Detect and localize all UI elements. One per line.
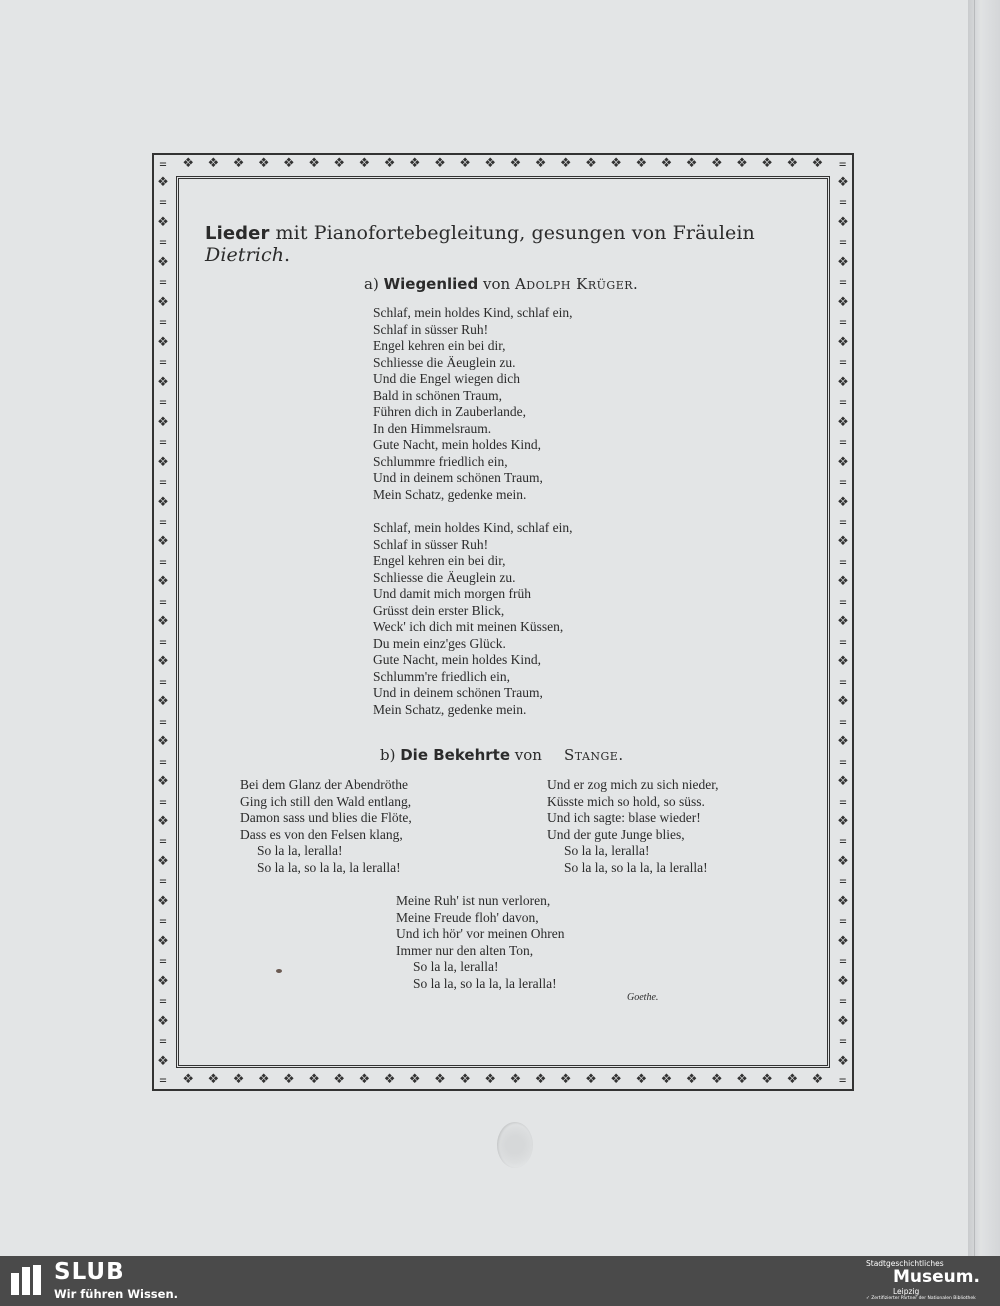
song-a-stanza-1 [373, 305, 572, 503]
museum-certification: ✓ Zertifizierter Partner der Nationalen Bibliothek [866, 1296, 976, 1301]
frame-top-ornaments: = ❖ ❖ ❖ ❖ ❖ ❖ ❖ ❖ ❖ ❖ ❖ ❖ ❖ ❖ ❖ ❖ ❖ ❖ ❖ ❖ ❖ ❖ ❖ ❖ ❖ ❖ = [159, 156, 847, 171]
verse-line: Schliesse die Äeuglein zu. [373, 569, 516, 585]
verse-line: Schliesse die Äeuglein zu. [373, 354, 516, 370]
verse-line: Grüsst dein erster Blick, [373, 602, 505, 618]
song-b-by: von [510, 746, 542, 764]
verse-line: Küsste mich so hold, so süss. [547, 793, 705, 809]
song-a-by: von [478, 275, 515, 293]
verse-line: Schlaf in süsser Ruh! [373, 536, 489, 552]
song-a-marker: a) [364, 275, 384, 293]
verse-line: Immer nur den alten Ton, [396, 942, 534, 958]
verse-line: Bald in schönen Traum, [373, 387, 503, 403]
verse-line: Und ich sagte: blase wieder! [547, 810, 701, 825]
slub-logo-icon[interactable] [8, 1262, 44, 1298]
verse-line: Engel kehren ein bei dir, [373, 553, 506, 568]
museum-subtitle: Stadtgeschichtliches [866, 1259, 944, 1268]
song-a-end: . [633, 275, 638, 293]
heading-text: mit Pianofortebegleitung, gesungen von Fräulein [269, 222, 755, 244]
verse-line: So la la, so la la, la leralla! [564, 859, 708, 875]
song-a-title [364, 275, 638, 293]
verse-line: Und in deinem schönen Traum, [373, 685, 543, 700]
verse-line: Meine Ruh' ist nun verloren, [396, 893, 551, 908]
verse-line: So la la, leralla! [564, 843, 650, 858]
verse-line: Führen dich in Zauberlande, [373, 404, 526, 419]
verse-line: Weck' ich dich mit meinen Küssen, [373, 619, 564, 634]
verse-line: Schlumm're friedlich ein, [373, 668, 511, 684]
slub-tagline: Wir führen Wissen. [54, 1287, 179, 1301]
song-a-name: Wiegenlied [383, 275, 479, 293]
verse-line: So la la, so la la, la leralla! [257, 859, 401, 875]
song-b-composer: Stange [563, 746, 619, 764]
verse-line: Schlaf in süsser Ruh! [373, 321, 489, 337]
verse-line: Engel kehren ein bei dir, [373, 338, 506, 353]
frame-left-ornaments: ❖ = ❖ = ❖ = ❖ = ❖ = ❖ = ❖ = ❖ = ❖ = ❖ = ❖ = ❖ = ❖ = ❖ = ❖ = ❖ = ❖ = ❖ = ❖ = ❖ = ❖ = ❖ = ❖ [157, 175, 169, 1069]
song-b-name: Die Bekehrte [400, 746, 510, 764]
frame-bottom-ornaments: = ❖ ❖ ❖ ❖ ❖ ❖ ❖ ❖ ❖ ❖ ❖ ❖ ❖ ❖ ❖ ❖ ❖ ❖ ❖ ❖ ❖ ❖ ❖ ❖ ❖ ❖ = [159, 1072, 847, 1087]
song-a-composer: Adolph Krüger [514, 275, 634, 293]
page-heading [205, 222, 805, 266]
verse-line: Schlaf, mein holdes Kind, schlaf ein, [373, 520, 573, 535]
verse-line: Gute Nacht, mein holdes Kind, [373, 437, 541, 452]
verse-line: Schlummre friedlich ein, [373, 453, 508, 469]
verse-line: Ging ich still den Wald entlang, [240, 793, 412, 809]
footer-bar [0, 1256, 1000, 1306]
verse-line: Und ich hör' vor meinen Ohren [396, 926, 565, 941]
song-b-right-stanza [547, 777, 719, 876]
page-edge [968, 0, 1000, 1256]
verse-line: Gute Nacht, mein holdes Kind, [373, 652, 541, 667]
verse-line: Mein Schatz, gedenke mein. [373, 701, 527, 717]
verse-line: Und die Engel wiegen dich [373, 371, 520, 386]
verse-line: Und der gute Junge blies, [547, 826, 685, 842]
verse-line: Damon sass und blies die Flöte, [240, 810, 412, 825]
embossed-seal-icon [497, 1122, 533, 1168]
museum-city: Leipzig [893, 1287, 920, 1296]
song-b-end: . [618, 746, 624, 764]
verse-line: Meine Freude floh' davon, [396, 909, 539, 925]
verse-line: So la la, so la la, la leralla! [413, 975, 557, 991]
verse-line: Und er zog mich zu sich nieder, [547, 777, 719, 792]
verse-line: Dass es von den Felsen klang, [240, 826, 403, 842]
heading-bold: Lieder [205, 223, 270, 244]
verse-line: In den Himmelsraum. [373, 420, 492, 436]
song-b-marker: b) [380, 746, 401, 764]
verse-line: Und in deinem schönen Traum, [373, 470, 543, 485]
verse-line: Bei dem Glanz der Abendröthe [240, 777, 408, 792]
verse-line: Und damit mich morgen früh [373, 586, 531, 601]
verse-line: So la la, leralla! [413, 959, 499, 974]
verse-line: Du mein einz'ges Glück. [373, 635, 506, 651]
slub-name: SLUB [54, 1259, 125, 1285]
song-b-left-stanza [240, 777, 412, 876]
frame-right-ornaments: ❖ = ❖ = ❖ = ❖ = ❖ = ❖ = ❖ = ❖ = ❖ = ❖ = ❖ = ❖ = ❖ = ❖ = ❖ = ❖ = ❖ = ❖ = ❖ = ❖ = ❖ = ❖ = ❖ [837, 175, 849, 1069]
song-b-final-stanza [396, 893, 565, 992]
verse-line: Mein Schatz, gedenke mein. [373, 486, 527, 502]
verse-line: Schlaf, mein holdes Kind, schlaf ein, [373, 305, 573, 320]
poem-author: Goethe. [627, 992, 659, 1003]
heading-singer: Dietrich [205, 244, 285, 266]
museum-logo[interactable]: Museum. [893, 1267, 980, 1287]
verse-line: So la la, leralla! [257, 843, 343, 858]
heading-end: . [284, 244, 291, 266]
song-b-title [380, 746, 623, 764]
ink-smudge [276, 969, 282, 973]
song-a-stanza-2 [373, 520, 572, 718]
